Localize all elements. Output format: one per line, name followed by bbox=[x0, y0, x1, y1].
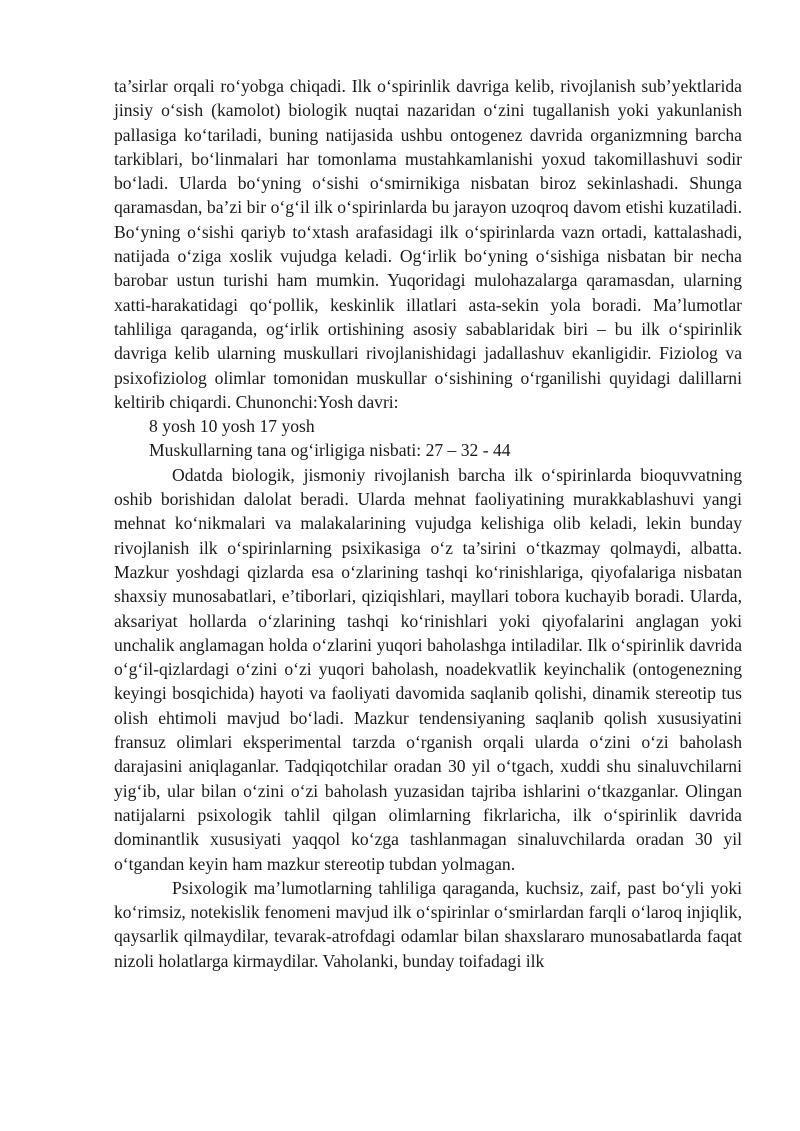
age-line: 8 yosh 10 yosh 17 yosh bbox=[149, 416, 315, 437]
paragraph-2: Odatda biologik, jismoniy rivojlanish barcha ilk o‘spirinlarda bioquvvatning oshib borishidan dalolat beradi. Ularda mehnat faoliyatining murakkablashuvi yangi mehnat ko‘nikmalari va malakalarining vujudga kelishiga olib keladi, lekin bunday rivojlanish ilk o‘spirinlarning psixikasiga o‘z ta’sirini o‘tkazmay qolmaydi, albatta. Mazkur yoshdagi qizlarda esa o‘zlarining tashqi ko‘rinishlariga, qiyofalariga nisbatan shaxsiy munosabatlari, e’tiborlari, qiziqishlari, mayllari tobora kuchayib boradi. Ularda, aksariyat hollarda o‘zlarining tashqi ko‘rinishlari yoki qiyofalarini anglagan yoki unchalik anglamagan holda o‘zlarini yuqori baholashga intiladilar. Ilk o‘spirinlik davrida o‘g‘il-qizlardagi o‘zini o‘zi yuqori baholash, noadekvatlik keyinchalik (ontogenezning keyingi bosqichida) hayoti va faoliyati davomida saqlanib qolishi, dinamik stereotip tus olish ehtimoli mavjud bo‘ladi. Mazkur tendensiyaning saqlanib qolish xususiyatini fransuz olimlari eksperimental tarzda o‘rganish orqali ularda o‘zini o‘zi baholash darajasini aniqlaganlar. Tadqiqotchilar oradan 30 yil o‘tgach, xuddi shu sinaluvchilarni yig‘ib, ular bilan o‘zini o‘zi baholash yuzasidan tajriba ishlarini o‘tkazganlar. Olingan natijalarni psixologik tahlil qilgan olimlarning fikrlaricha, ilk o‘spirinlik davrida dominantlik xususiyati yaqqol ko‘zga tashlanmagan sinaluvchilarda oradan 30 yil o‘tgandan keyin ham mazkur stereotip tubdan yolmagan. bbox=[114, 464, 742, 874]
ratio-line: Muskullarning tana og‘irligiga nisbati: 27 – 32 - 44 bbox=[149, 440, 511, 461]
paragraph-3: Psixologik ma’lumotlarning tahliliga qaraganda, kuchsiz, zaif, past bo‘yli yoki ko‘rimsiz, notekislik fenomeni mavjud ilk o‘spirinlar o‘smirlardan farqli o‘laroq injiqlik, qaysarlik qilmaydilar, tevarak-atrofdagi odamlar bilan shaxslararo munosabatlarda faqat nizoli holatlarga kirmaydilar. Vaholanki, bunday toifadagi ilk bbox=[114, 877, 742, 971]
paragraph-1: ta’sirlar orqali ro‘yobga chiqadi. Ilk o‘spirinlik davriga kelib, rivojlanish sub’yektlarida jinsiy o‘sish (kamolot) biologik nuqtai nazaridan o‘zini tugallanish yoki yakunlanish pallasiga ko‘tariladi, buning natijasida ushbu ontogenez davrida organizmning barcha tarkiblari, bo‘linmalari har tomonlama mustahkamlanishi yoxud takomillashuvi sodir bo‘ladi. Ularda bo‘yning o‘sishi o‘smirnikiga nisbatan biroz sekinlashadi. Shunga qaramasdan, ba’zi bir o‘g‘il ilk o‘spirinlarda bu jarayon uzoqroq davom etishi kuzatiladi. Bo‘yning o‘sishi qariyb to‘xtash arafasidagi ilk o‘spirinlarda vazn ortadi, kattalashadi, natijada o‘ziga xoslik vujudga keladi. Og‘irlik bo‘yning o‘sishiga nisbatan bir necha barobar ustun turishi ham mumkin. Yuqoridagi mulohazalarga qaramasdan, ularning xatti-harakatidagi qo‘pollik, keskinlik illatlari asta-sekin yola boradi. Ma’lumotlar tahliliga qaraganda, og‘irlik ortishining asosiy sabablaridak biri – bu ilk o‘spirinlik davriga kelib ularning muskullari rivojlanishidagi jadallashuv ekanligidir. Fiziolog va psixofiziolog olimlar tomonidan muskullar o‘sishining o‘rganilishi quyidagi dalillarni keltirib chiqardi. Chunonchi:Yosh davri: bbox=[114, 76, 742, 412]
document-page bbox=[114, 74, 742, 973]
